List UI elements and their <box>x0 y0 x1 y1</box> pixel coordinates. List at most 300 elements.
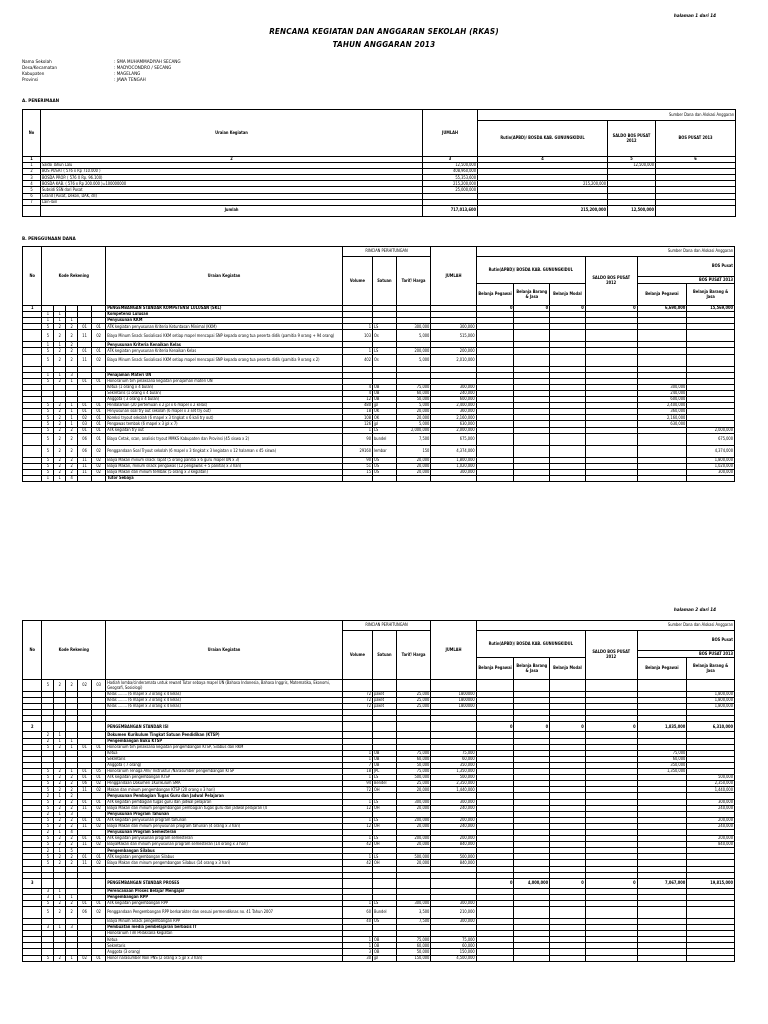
kode-rekening-cell: 5 <box>42 842 54 848</box>
colnum: 4 <box>478 157 608 163</box>
row-tarif: 200,000 <box>396 348 431 354</box>
kode-rekening-cell: 2 <box>54 775 66 781</box>
row-bos-barang-jasa: 2,350,000 <box>687 781 735 787</box>
kode-rekening-cell: 06 <box>78 445 92 457</box>
budget-row <box>23 878 735 888</box>
row-uraian: Honorarium tim pelaksana kegiatan penajaman materi UN <box>106 378 343 384</box>
kode-rekening-cell: 1 <box>66 318 78 324</box>
row-bos-barang-jasa: 675,000 <box>687 433 735 445</box>
info-key: Kabupaten <box>22 71 45 77</box>
row-jumlah <box>431 680 476 692</box>
col-sumber: Sumber Dana dan Alokasi Anggaran <box>478 110 736 121</box>
row-volume: 18 <box>342 769 372 775</box>
penggunaan-table-continued <box>22 620 735 962</box>
kode-rekening-cell: 01 <box>92 378 106 384</box>
kode-rekening-cell: 01 <box>92 744 106 750</box>
kode-rekening-cell: 2 <box>54 787 66 793</box>
row-bos-barang-jasa: 840,000 <box>687 842 735 848</box>
kode-rekening-cell: 02 <box>92 469 106 475</box>
row-volume: 1 <box>342 775 372 781</box>
row-volume: 1 <box>342 817 372 823</box>
kode-rekening-cell: 01 <box>78 409 92 415</box>
row-uraian: Biaya Minum Snack Sosialisasi KKM setiap mapel mencapai SNP kepada orang tua peserta didik (pamitia 9 orang x 2) <box>106 354 343 366</box>
kode-rekening-cell: 11 <box>78 469 92 475</box>
row-jumlah: 4,374,000 <box>431 445 476 457</box>
row-bos-pegawai: 630,000 <box>637 421 687 427</box>
kode-rekening-cell: 1 <box>66 744 78 750</box>
row-jumlah: 215,200,000 <box>423 181 478 187</box>
row-satuan: OB <box>373 762 397 768</box>
row-uraian: Biaya Minum Snack pengembangan RPP <box>106 919 343 925</box>
kode-rekening-cell: 3 <box>42 894 54 900</box>
row-bos-barang-jasa: 240,000 <box>687 805 735 811</box>
row-tarif <box>396 878 431 888</box>
kode-rekening-cell: 2 <box>54 415 66 421</box>
row-bos-barang-jasa <box>687 907 735 919</box>
row-jumlah: 4,500,000 <box>431 955 476 961</box>
kode-rekening-cell: 2 <box>54 427 66 433</box>
col-no: No <box>23 621 42 680</box>
kode-rekening-cell: 06 <box>78 907 92 919</box>
kode-rekening-cell: 2 <box>42 848 54 854</box>
row-uraian: Biaya Makan minum snack rapat (5 orang panitia x 6 guru mapel UN x 3) <box>106 457 343 463</box>
col-tarif: Tarif/ Harga <box>396 631 431 680</box>
kode-rekening-cell: 1 <box>54 372 66 378</box>
row-satuan: LS <box>373 836 397 842</box>
row-tarif: 7,500 <box>396 919 431 925</box>
row-satuan: LS <box>373 427 397 433</box>
row-jumlah: 2,350,000 <box>431 781 476 787</box>
row-tarif: 7,500 <box>396 433 431 445</box>
kode-rekening-cell: 2 <box>66 836 78 842</box>
row-volume: 12 <box>342 397 372 403</box>
row-volume: 15 <box>342 469 372 475</box>
kode-rekening-cell: 5 <box>66 848 78 854</box>
kode-rekening-cell <box>42 722 54 732</box>
row-jumlah: 360,000 <box>431 409 476 415</box>
kode-rekening-cell: 5 <box>42 805 54 811</box>
row-jumlah: 210,000 <box>431 907 476 919</box>
row-tarif: 20,000 <box>396 842 431 848</box>
kode-rekening-cell: 2 <box>54 817 66 823</box>
row-satuan: paket <box>373 692 397 698</box>
kode-rekening-cell: 02 <box>92 445 106 457</box>
kode-rekening-cell: 2 <box>54 409 66 415</box>
row-tarif: 300,000 <box>396 799 431 805</box>
kode-rekening-cell: 2 <box>54 469 66 475</box>
kode-rekening-cell: 2 <box>66 907 78 919</box>
row-bos-pegawai: 2,160,000 <box>637 415 687 421</box>
row-uraian: Tutor Sebaya <box>106 475 343 481</box>
row-uraian: Ketua <box>106 750 343 756</box>
kode-rekening-cell: 2 <box>66 427 78 433</box>
kode-rekening-cell: 1 <box>54 888 66 894</box>
kode-rekening-cell: 5 <box>42 775 54 781</box>
row-bos-pegawai: 350,000 <box>637 762 687 768</box>
row-tarif: 20,000 <box>396 463 431 469</box>
row-bos-pegawai: 600,000 <box>637 397 687 403</box>
row-jumlah: 600,000 <box>431 397 476 403</box>
row-jumlah: 630,000 <box>431 421 476 427</box>
row-bos-pegawai: 7,067,000 <box>637 878 687 888</box>
row-bos-barang-jasa: 4,374,000 <box>687 445 735 457</box>
col-belanja-pegawai: Belanja Pegawai <box>476 284 514 306</box>
row-saldo: 0 <box>585 306 637 312</box>
kode-rekening-cell: 2 <box>54 799 66 805</box>
row-bos-pegawai <box>637 955 687 961</box>
row-volume: 12 <box>342 823 372 829</box>
kode-rekening-cell: 01 <box>78 378 92 384</box>
row-satuan: OH <box>373 787 397 793</box>
row-jumlah: 1,350,000 <box>431 769 476 775</box>
row-tarif: 50,000 <box>396 397 431 403</box>
info-value: : MAGELANG <box>114 71 141 77</box>
row-bos-barang-jasa: 1,800,000 <box>687 692 735 698</box>
row-volume <box>342 722 372 732</box>
row-jumlah: 240,000 <box>431 823 476 829</box>
row-jumlah: 500,000 <box>431 854 476 860</box>
kode-rekening-cell: 02 <box>78 955 92 961</box>
kode-rekening-cell <box>66 722 78 732</box>
row-no: 5 <box>23 187 41 193</box>
row-uraian: ATK kegiatan penyusunan program semesteran <box>106 836 343 842</box>
kode-rekening-cell: 11 <box>78 823 92 829</box>
row-jumlah: 200,000 <box>431 817 476 823</box>
row-belanja-pegawai <box>476 907 514 919</box>
kode-rekening-cell: 06 <box>78 433 92 445</box>
row-no: 2 <box>23 169 41 175</box>
kode-rekening-cell: 2 <box>54 860 66 866</box>
row-saldo: 0 <box>585 878 637 888</box>
row-uraian: Penggandaan Soal Tryout sekolah (6 mapel x 3 tingkat x 3 kegiatan x 12 halaman x 45 siswa) <box>106 445 343 457</box>
row-satuan: OB <box>373 943 397 949</box>
row-tarif: 20,000 <box>396 860 431 866</box>
kode-rekening-cell: 03 <box>92 680 106 692</box>
kode-rekening-cell: 02 <box>92 354 106 366</box>
row-volume: 42 <box>342 842 372 848</box>
row-uraian: Subsidi SSN dari Pusat <box>41 187 423 193</box>
row-bos-barang-jasa: 1,020,000 <box>687 463 735 469</box>
row-uraian: Ketua (1 orang x 4 bulan) <box>106 384 343 390</box>
row-no: 7 <box>23 199 41 205</box>
row-uraian: Anggota (3 orang) <box>106 949 343 955</box>
row-satuan: LS <box>373 348 397 354</box>
row-satuan: OB <box>373 384 397 390</box>
row-uraian: Sekretaris (1 orang x 4 bulan) <box>106 390 343 396</box>
kode-rekening-cell: 5 <box>42 787 54 793</box>
kode-rekening-cell: 1 <box>66 403 78 409</box>
row-tarif: 500,000 <box>396 775 431 781</box>
kode-rekening-cell: 5 <box>42 817 54 823</box>
row-bos-barang-jasa: 200,000 <box>687 836 735 842</box>
row-bos-barang-jasa: 300,000 <box>687 799 735 805</box>
kode-rekening-cell: 02 <box>78 415 92 421</box>
kode-rekening-cell: 01 <box>78 775 92 781</box>
kode-rekening-cell: 3 <box>42 925 54 931</box>
row-uraian: Anggota ( 7 orang) <box>106 762 343 768</box>
row-saldo <box>585 955 637 961</box>
kode-rekening-cell: 2 <box>66 469 78 475</box>
row-bos-pegawai: 1,350,000 <box>637 769 687 775</box>
kode-rekening-cell: 2 <box>66 457 78 463</box>
row-satuan: Os <box>373 330 397 342</box>
kode-rekening-cell: 1 <box>66 409 78 415</box>
colnum: 1 <box>23 157 41 163</box>
row-uraian: Dokumen Kurikulum Tingkat Satuan Pendidikan (KTSP) <box>106 732 343 738</box>
col-bos-2013: BOS PUSAT 2013 <box>637 277 734 284</box>
row-volume: 18 <box>342 409 372 415</box>
row-no: 4 <box>23 181 41 187</box>
kode-rekening-cell: 01 <box>78 799 92 805</box>
row-volume: 1 <box>342 799 372 805</box>
kode-rekening-cell: 01 <box>78 769 92 775</box>
kode-rekening-cell: 2 <box>66 354 78 366</box>
row-jumlah: 240,000 <box>431 390 476 396</box>
kode-rekening-cell: 01 <box>78 403 92 409</box>
row-belanja-modal: 0 <box>550 722 586 732</box>
info-value: : JAWA TENGAH <box>114 77 146 83</box>
col-jumlah: JUMLAH <box>431 247 476 306</box>
col-tarif: Tarif/ Harga <box>396 257 431 306</box>
col-saldo: SALDO BOS PUSAT 2012 <box>608 121 656 157</box>
row-volume: 126 <box>342 421 372 427</box>
row-tarif: 2,000,000 <box>396 427 431 433</box>
kode-rekening-cell: 01 <box>92 427 106 433</box>
col-belanja-barang-jasa-2: Belanja Barang & Jasa <box>687 284 735 306</box>
col-bos-2013: BOS PUSAT 2013 <box>637 651 734 658</box>
row-satuan: OB <box>373 756 397 762</box>
row-satuan: jpl <box>373 403 397 409</box>
kode-rekening-cell: 2 <box>66 817 78 823</box>
row-volume: 72 <box>342 704 372 710</box>
kode-rekening-cell: 2 <box>54 744 66 750</box>
row-volume: 103 <box>342 330 372 342</box>
row-jumlah: 1800000 <box>431 692 476 698</box>
kode-rekening-cell: 2 <box>66 463 78 469</box>
kode-rekening-cell: 06 <box>78 781 92 787</box>
kode-rekening-cell: 2 <box>54 324 66 330</box>
col-jumlah: JUMLAH <box>431 621 476 680</box>
kode-rekening-cell: 2 <box>54 421 66 427</box>
row-bos-barang-jasa: 300,000 <box>687 469 735 475</box>
col-rutin: Rutin(APBD)/ BOSDA KAB. GUNUNGKIDUL <box>476 631 585 658</box>
row-uraian: Anggota ( 3 orang x 4 bulan) <box>106 397 343 403</box>
kode-rekening-cell: 01 <box>78 900 92 906</box>
row-uraian: Penggandaan Dokumen 1Kurikulum SMA <box>106 781 343 787</box>
kode-rekening-cell: 1 <box>54 475 66 481</box>
kode-rekening-cell: 2 <box>42 732 54 738</box>
row-tarif: 20,000 <box>396 823 431 829</box>
row-jumlah: 25,000,000 <box>423 187 478 193</box>
kode-rekening-cell: 2 <box>54 445 66 457</box>
row-bos-barang-jasa <box>687 955 735 961</box>
kode-rekening-cell: 01 <box>92 324 106 330</box>
row-jumlah: 2,000,000 <box>431 427 476 433</box>
kode-rekening-cell: 1 <box>54 793 66 799</box>
row-bos-barang-jasa: 1,800,000 <box>687 704 735 710</box>
kode-rekening-cell: 2 <box>66 805 78 811</box>
row-uraian: Biaya Makan dan minum pengembangan Silabus (14 orang x 3 hari) <box>106 860 343 866</box>
kode-rekening-cell: 5 <box>42 680 54 692</box>
col-no: No <box>23 110 41 157</box>
row-bos-pegawai <box>637 680 687 692</box>
col-saldo: SALDO BOS PUSAT 2012 <box>585 631 637 680</box>
row-satuan: OS <box>373 469 397 475</box>
row-volume: 51 <box>342 463 372 469</box>
row-satuan: OK <box>373 415 397 421</box>
kode-rekening-cell: 02 <box>92 842 106 848</box>
row-satuan: OB <box>373 397 397 403</box>
kode-rekening-cell: 2 <box>66 433 78 445</box>
row-tarif: 60,000 <box>396 756 431 762</box>
row-tarif: 75,000 <box>396 750 431 756</box>
kode-rekening-cell: 02 <box>92 907 106 919</box>
row-bos-pegawai: 300,000 <box>637 384 687 390</box>
kode-rekening-cell: 01 <box>78 854 92 860</box>
row-tarif: 25,000 <box>396 781 431 787</box>
row-satuan: LS <box>373 817 397 823</box>
kode-rekening-cell: 2 <box>54 805 66 811</box>
row-jumlah: 300,000 <box>431 900 476 906</box>
row-volume: 4 <box>342 384 372 390</box>
col-volume: Volume <box>342 631 372 680</box>
row-uraian: Honorarium Tenaga Ahli/ Instruktur /Narasumber pengembangan KTSP <box>106 769 343 775</box>
kode-rekening-cell: 5 <box>42 378 54 384</box>
row-belanja-barang-jasa: 4,000,000 <box>514 878 550 888</box>
row-jumlah: 1800000 <box>431 698 476 704</box>
row-tarif: 200,000 <box>396 817 431 823</box>
row-uraian: BOSDA PROP. ( 576 X Rp. 96.100) <box>41 175 423 181</box>
kode-rekening-cell: 11 <box>78 354 92 366</box>
kode-rekening-cell: 11 <box>78 805 92 811</box>
row-belanja-pegawai <box>476 680 514 692</box>
row-satuan: JPL <box>373 769 397 775</box>
table-head <box>23 621 735 680</box>
row-volume: 1 <box>342 900 372 906</box>
row-rutin: 215,200,000 <box>478 181 608 187</box>
kode-rekening-cell: 5 <box>42 463 54 469</box>
kode-rekening-cell: 2 <box>42 793 54 799</box>
kode-rekening-cell: 2 <box>66 860 78 866</box>
row-satuan: OB <box>373 390 397 396</box>
row-volume: 1 <box>342 943 372 949</box>
row-jumlah: 1,440,000 <box>431 787 476 793</box>
row-uraian: Pendalaman (20 pertemuan x 2 jpl x 6 mapel x 2 kelas) <box>106 403 343 409</box>
info-value: : MADYOCONDRO / SECANG <box>114 65 172 71</box>
row-tarif: 20,000 <box>396 457 431 463</box>
kode-rekening-cell: 2 <box>66 680 78 692</box>
budget-row <box>23 955 735 961</box>
row-belanja-barang-jasa <box>514 955 550 961</box>
info-key: Desa/Kecamatan <box>22 65 57 71</box>
kode-rekening-cell: 02 <box>92 860 106 866</box>
kode-rekening-cell: 11 <box>78 860 92 866</box>
kode-rekening-cell: 5 <box>42 457 54 463</box>
kode-rekening-cell: 01 <box>78 348 92 354</box>
row-uraian: Kompetensi Lulusan <box>106 312 343 318</box>
row-uraian: Kelas ........ (6 mapel x 3 orang x 4 kelas) <box>106 704 343 710</box>
row-no <box>23 680 42 692</box>
kode-rekening-cell: 5 <box>42 823 54 829</box>
kode-rekening-cell: 01 <box>92 775 106 781</box>
row-jumlah: 75,000 <box>431 750 476 756</box>
row-bos-pegawai: 1,835,000 <box>637 722 687 732</box>
row-belanja-modal: 0 <box>550 878 586 888</box>
kode-rekening-cell: 01 <box>78 744 92 750</box>
col-rincian: RINCIAN PERHITUNGAN <box>342 621 431 631</box>
kode-rekening-cell <box>78 878 92 888</box>
col-satuan: Satuan <box>373 631 397 680</box>
row-tarif: 300,000 <box>396 900 431 906</box>
kode-rekening-cell: 02 <box>92 463 106 469</box>
col-belanja-modal: Belanja Modal <box>550 284 586 306</box>
row-satuan <box>373 680 397 692</box>
row-tarif: 150,000 <box>396 955 431 961</box>
kode-rekening-cell: 2 <box>66 324 78 330</box>
kode-rekening-cell: 5 <box>42 469 54 475</box>
row-uraian: ATK kegiatan penyusunan Kriteria Ketuntasan Minimal (KKM) <box>106 324 343 330</box>
kode-rekening-cell: 02 <box>92 787 106 793</box>
kode-rekening-cell: 1 <box>66 894 78 900</box>
row-bos-barang-jasa: 1,800,000 <box>687 457 735 463</box>
row-tarif: 500,000 <box>396 854 431 860</box>
row-satuan: OH <box>373 805 397 811</box>
row-bos-barang-jasa: 19,815,000 <box>687 878 735 888</box>
row-tarif: 25,000 <box>396 698 431 704</box>
row-volume: 42 <box>342 860 372 866</box>
kode-rekening-cell: 01 <box>78 817 92 823</box>
row-jumlah: 300,000 <box>431 469 476 475</box>
row-tarif: 150 <box>396 445 431 457</box>
row-uraian: Penyusunan soal try out sekolah (6 mapel x 3 set try out) <box>106 409 343 415</box>
row-uraian: Biaya Minum Snack Sosialisasi KKM setiap mapel mencapai SNP kepada orang tua peserta didik (pamitia 9 orang + 94 orang) <box>106 330 343 342</box>
col-jumlah: JUMLAH <box>423 110 478 157</box>
kode-rekening-cell: 1 <box>54 811 66 817</box>
row-uraian: Biaya Makan dan minum pengembangan pembagian tugas guru dan jadwal pelajaran (4 <box>106 805 343 811</box>
row-tarif: 60,000 <box>396 943 431 949</box>
kode-rekening-cell: 2 <box>54 842 66 848</box>
row-volume: 90 <box>342 433 372 445</box>
row-volume: 1 <box>342 348 372 354</box>
row-uraian: Pengawas tembak (6 mapel x 3 jpl x 7) <box>106 421 343 427</box>
row-no <box>23 955 42 961</box>
kode-rekening-cell <box>78 722 92 732</box>
row-uraian: Kelas ........ (6 mapel x 3 orang x 4 kelas) <box>106 698 343 704</box>
kode-rekening-cell: 2 <box>54 900 66 906</box>
row-satuan: OB <box>373 750 397 756</box>
kode-rekening-cell: 2 <box>42 738 54 744</box>
row-no: 3 <box>23 878 42 888</box>
section-a-title: A. PENERIMAAN <box>22 99 60 104</box>
row-jumlah: 1,800,000 <box>431 457 476 463</box>
col-belanja-modal: Belanja Modal <box>550 658 586 680</box>
kode-rekening-cell: 05 <box>92 769 106 775</box>
kode-rekening-cell: 2 <box>54 403 66 409</box>
row-volume: 29160 <box>342 445 372 457</box>
row-tarif: 20,000 <box>396 805 431 811</box>
row-uraian: ATK kegiatan try out <box>106 427 343 433</box>
row-satuan: OB <box>373 937 397 943</box>
row-satuan: lembar <box>373 445 397 457</box>
kode-rekening-cell: 2 <box>66 330 78 342</box>
kode-rekening-cell: 01 <box>92 854 106 860</box>
total-rutin: 215,200,000 <box>478 205 608 216</box>
row-bos-pegawai: 6,690,000 <box>637 306 687 312</box>
row-no: 2 <box>23 722 42 732</box>
kode-rekening-cell: 5 <box>42 433 54 445</box>
kode-rekening-cell: 2 <box>54 836 66 842</box>
kode-rekening-cell: 1 <box>54 732 66 738</box>
